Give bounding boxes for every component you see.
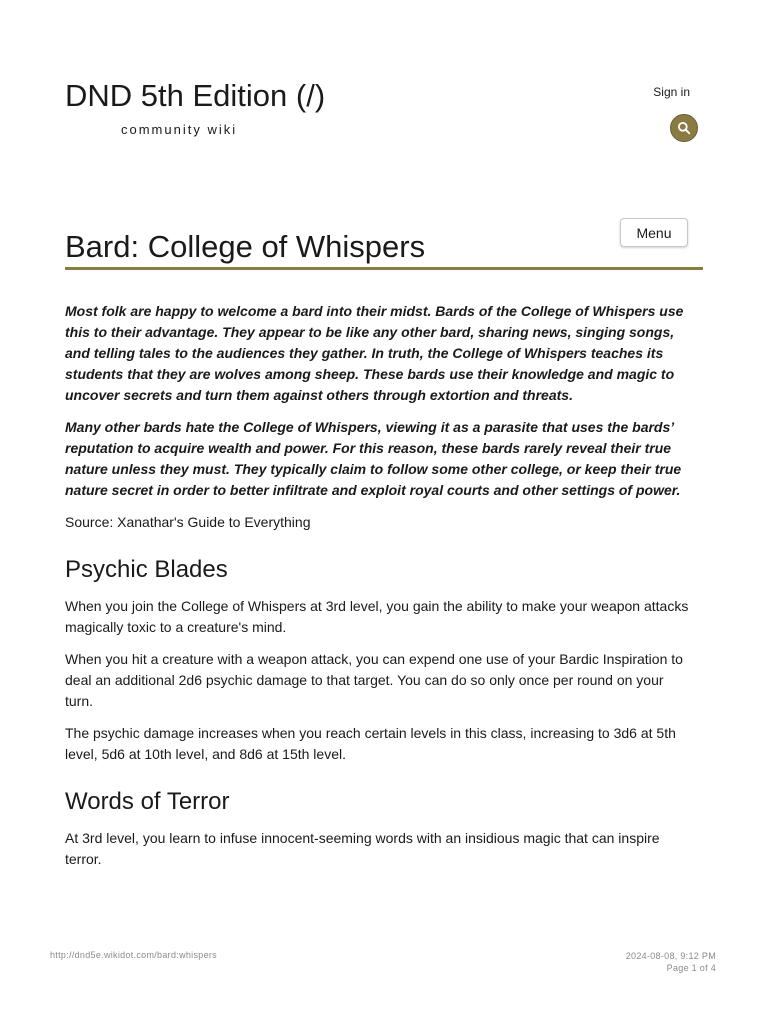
- menu-button[interactable]: Menu: [620, 218, 688, 247]
- source-citation: Source: Xanathar's Guide to Everything: [65, 514, 311, 530]
- page-content: [65, 301, 695, 881]
- section-paragraph: When you join the College of Whispers at 3rd level, you gain the ability to make your weapon attacks magically toxic to a creature's mind.: [65, 598, 689, 635]
- site-subtitle: community wiki: [121, 122, 238, 137]
- search-button[interactable]: [670, 114, 698, 142]
- footer-meta: [626, 950, 716, 974]
- footer-page-number: Page 1 of 4: [666, 963, 716, 973]
- section-heading-psychic-blades: Psychic Blades: [65, 556, 228, 583]
- section-paragraph: The psychic damage increases when you reach certain levels in this class, increasing to 3d6 at 5th level, 5d6 at 10th level, and 8d6 at 15th level.: [65, 725, 676, 762]
- intro-paragraph: Most folk are happy to welcome a bard into their midst. Bards of the College of Whispers use this to their advantage. They appear to be like any other bard, sharing news, singing songs, and telling tales to the audiences they gather. In truth, the College of Whispers teaches its students that they are wolves among sheep. These bards use their knowledge and magic to uncover secrets and turn them against others through extortion and threats.: [65, 303, 684, 403]
- sign-in-link[interactable]: Sign in: [653, 85, 690, 99]
- search-icon: [677, 121, 691, 135]
- section-heading-words-of-terror: Words of Terror: [65, 788, 230, 815]
- footer-timestamp: 2024-08-08, 9:12 PM: [625, 951, 716, 961]
- page-title: Bard: College of Whispers: [65, 229, 426, 264]
- section-paragraph: At 3rd level, you learn to infuse innocent-seeming words with an insidious magic that can inspire terror.: [65, 830, 660, 867]
- intro-paragraph: Many other bards hate the College of Whispers, viewing it as a parasite that uses the bards’ reputation to acquire wealth and power. For this reason, these bards rarely reveal their true nature unless they must. They typically claim to follow some other college, or keep their true nature secret in order to better infiltrate and exploit royal courts and other settings of power.: [65, 419, 682, 498]
- title-divider: [65, 267, 703, 270]
- footer-url: http://dnd5e.wikidot.com/bard:whispers: [50, 950, 217, 960]
- site-title[interactable]: DND 5th Edition (/): [65, 78, 326, 113]
- section-paragraph: When you hit a creature with a weapon attack, you can expend one use of your Bardic Inspiration to deal an additional 2d6 psychic damage to that target. You can do so only once per round on your turn.: [65, 651, 683, 709]
